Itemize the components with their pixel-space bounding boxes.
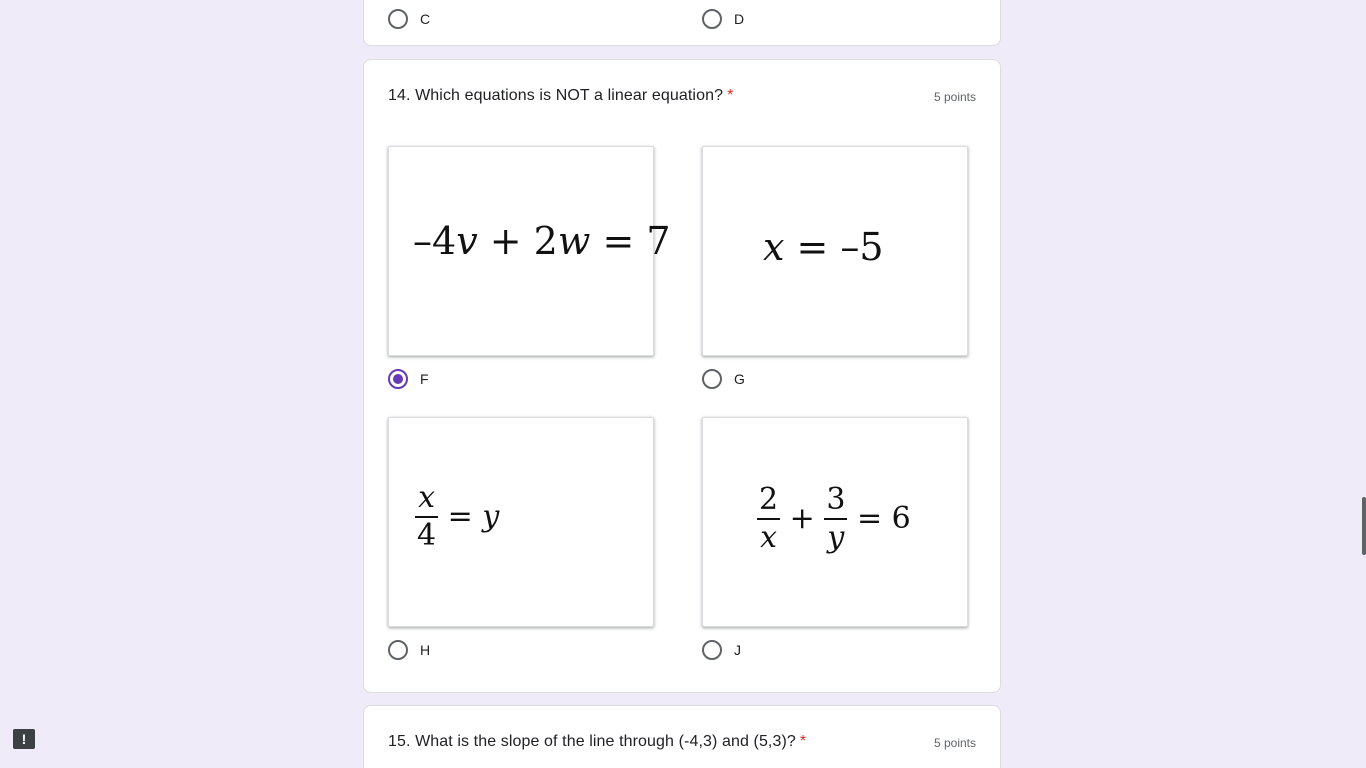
report-problem-icon[interactable]: ! [13, 729, 35, 749]
equation-g: x = –5 [763, 225, 884, 269]
option-label: H [420, 642, 431, 658]
option-f-image [388, 146, 671, 356]
option-label: C [420, 11, 431, 27]
radio-button[interactable] [702, 9, 722, 29]
question-card-14 [363, 59, 1001, 693]
question-text: 15. What is the slope of the line through (-4,3) and (5,3)? [388, 733, 796, 750]
option-h-image [388, 417, 654, 627]
question-text: 14. Which equations is NOT a linear equation? [388, 87, 724, 104]
option-c[interactable] [388, 7, 430, 31]
radio-button-selected[interactable] [388, 369, 408, 389]
option-d[interactable] [702, 7, 744, 31]
equation-h: $\frac{x}{4}$ = y [417, 480, 500, 553]
option-h[interactable] [388, 638, 430, 662]
points-label: 5 points [933, 90, 976, 104]
radio-button[interactable] [388, 640, 408, 660]
option-label: J [734, 642, 741, 658]
points-label: 5 points [933, 736, 976, 750]
option-j[interactable] [702, 638, 741, 662]
option-label: F [420, 371, 429, 387]
radio-button[interactable] [702, 640, 722, 660]
option-label: G [734, 371, 745, 387]
option-j-image [702, 417, 968, 627]
equation-f: –4v + 2w = 7 [413, 219, 671, 263]
radio-button[interactable] [702, 369, 722, 389]
required-asterisk: * [799, 733, 807, 750]
question-title [388, 87, 733, 105]
scrollbar-thumb[interactable] [1362, 497, 1366, 555]
required-asterisk: * [727, 87, 734, 104]
option-f[interactable] [388, 367, 429, 391]
question-title [388, 733, 806, 751]
radio-button[interactable] [388, 9, 408, 29]
equation-j: $\frac{2}{x}$ + $\frac{3}{y}$ = 6 [759, 482, 911, 555]
question-card-13 [363, 0, 1001, 46]
option-g[interactable] [702, 367, 745, 391]
option-label: D [734, 11, 745, 27]
option-g-image [702, 146, 968, 356]
question-card-15 [363, 705, 1001, 768]
